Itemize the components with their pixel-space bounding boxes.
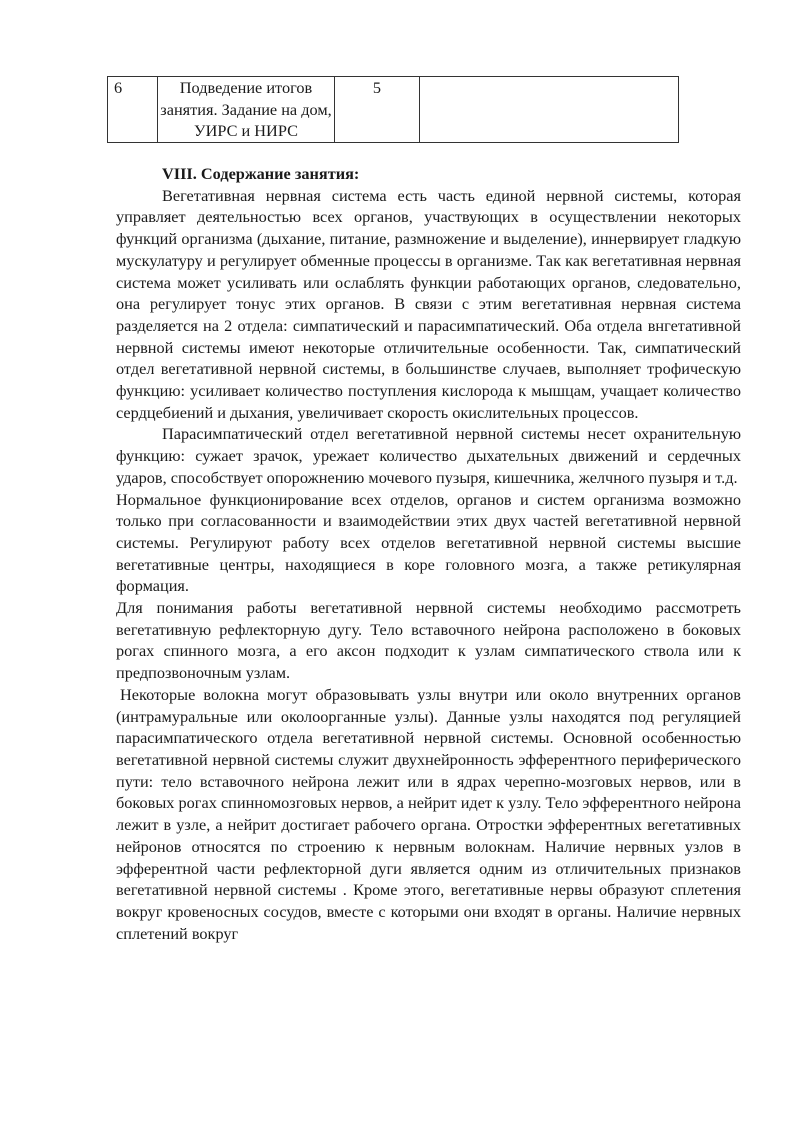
row-number-cell: 6 [108, 77, 158, 143]
lesson-content [116, 163, 741, 944]
stage-cell: Подведение итогов занятия. Задание на дом, УИРС и НИРС [158, 77, 335, 143]
lesson-plan-table [107, 76, 679, 143]
paragraph-normal-function: Нормальное функционирование всех отделов, органов и систем организма возможно только при согласованности и взаимодействии этих двух частей вегетативной нервной системы. Регулируют работу всех отделов вегетативной нервной системы высшие вегетативные центры, находящиеся в коре головного мозга, а также ретикулярная формация. [116, 489, 741, 596]
paragraph-intro: Вегетативная нервная система есть часть единой нервной системы, которая управляет деятельностью всех органов, участвующих в осуществлении некоторых функций организма (дыхание, питание, размножение и выделение), иннервирует гладкую мускулатуру и регулирует обменные процессы в организме. Так как вегетативная нервная система может усиливать или ослаблять функции работающих органов, следовательно, она регулирует тонус этих органов. В связи с этим вегетативная нервная система разделяется на 2 отдела: симпатический и парасимпатический. Оба отдела внгетативной нервной системы имеют некоторые отличительные особенности. Так, симпатический отдел вегетативной нервной системы, в большинстве случаев, выполняет трофическую функцию: усиливает количество поступления кислорода к мышцам, учащает количество сердцебиений и дыхания, увеличивает скорость окислительных процессов. [116, 185, 741, 422]
paragraph-ganglia: Некоторые волокна могут образовывать узлы внутри или около внутренних органов (интрамуральные или околоорганные узлы). Данные узлы находятся под регуляцией парасимпатического отдела вегетативной нервной системы. Основной особенностью вегетативной нервной системы служит двухнейронность эфферентного периферического пути: тело вставочного нейрона лежит или в ядрах черепно-мозговых нервов, или в боковых рогах спинномозговых нервов, а нейрит идет к узлу. Тело эфферентного нейрона лежит в узле, а нейрит достигает рабочего органа. Отростки эфферентных вегетативных нейронов относятся по строению к нервным волокнам. Наличие нервных узлов в эфферентной части рефлекторной дуги является одним из отличительных признаков вегетативной нервной системы . Кроме этого, вегетативные нервы образуют сплетения вокруг кровеносных сосудов, вместе с которыми они входят в органы. Наличие нервных сплетений вокруг [116, 684, 741, 943]
section-heading: VIII. Содержание занятия: [162, 164, 360, 183]
paragraph-reflex-arc: Для понимания работы вегетативной нервной системы необходимо рассмотреть вегетативную рефлекторную дугу. Тело вставочного нейрона расположено в боковых рогах спинного мозга, а его аксон подходит к узлам симпатического ствола или к предпозвоночным узлам. [116, 598, 741, 683]
paragraph-parasympathetic: Парасимпатический отдел вегетативной нервной системы несет охранительную функцию: сужает зрачок, урежает количество дыхательных движений и сердечных ударов, способствует опорожнению мочевого пузыря, кишечника, желчного пузыря и т.д. [116, 424, 741, 487]
time-cell: 5 [335, 77, 420, 143]
notes-cell [420, 77, 679, 143]
table-row [108, 77, 679, 143]
